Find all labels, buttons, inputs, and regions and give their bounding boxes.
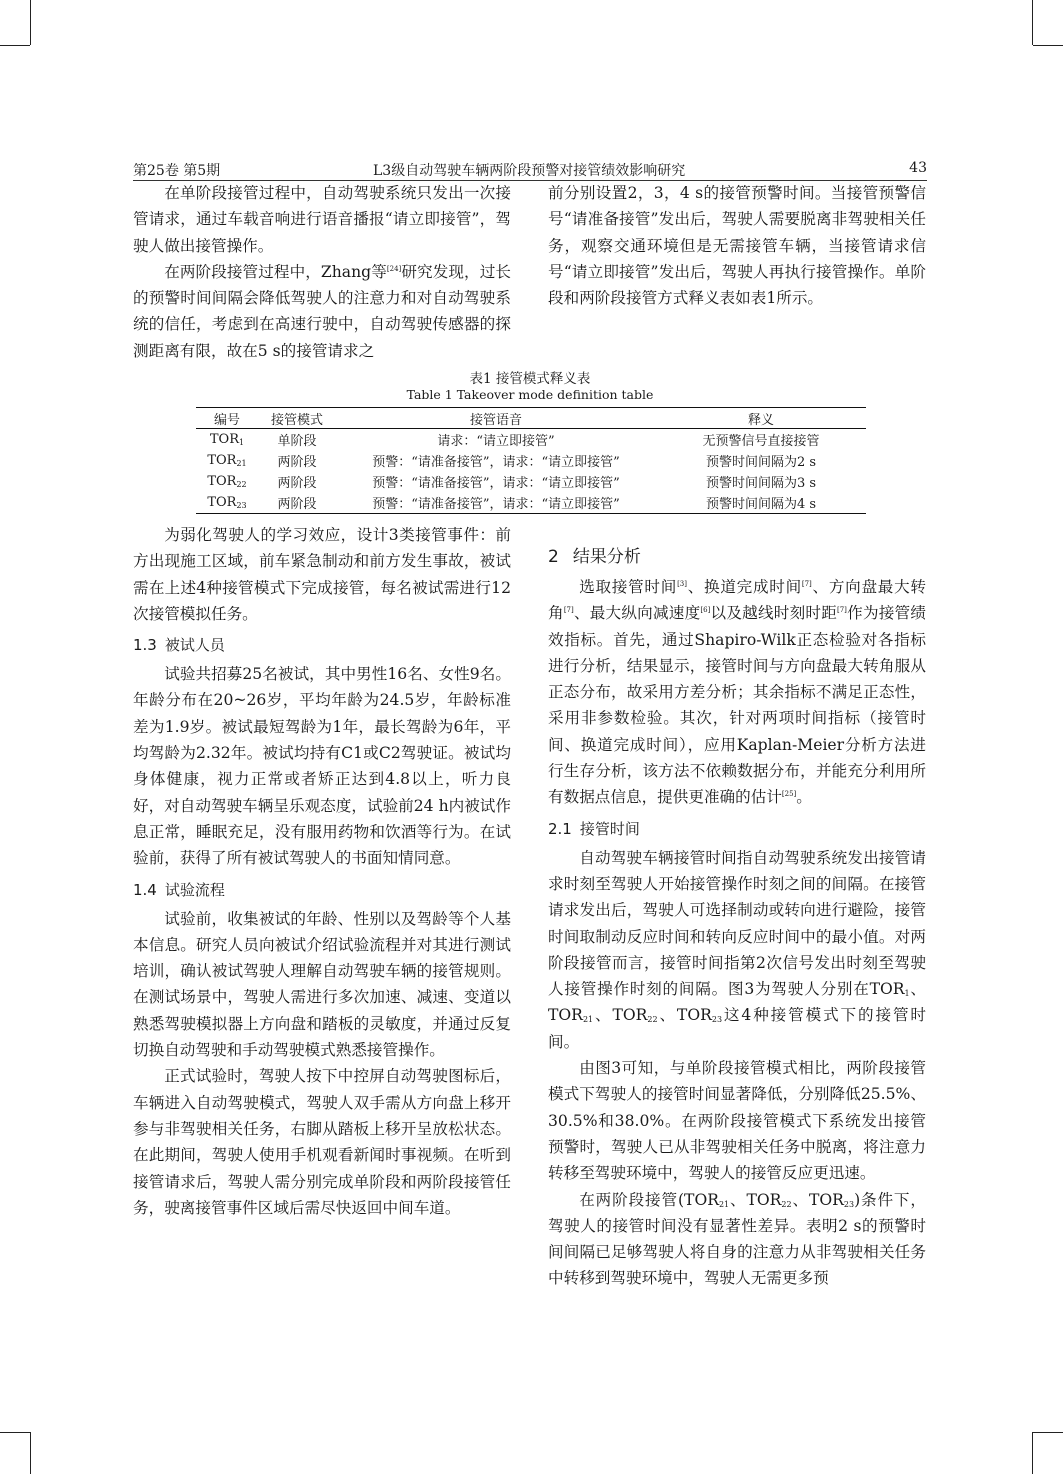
crop-mark-bottom-left-v bbox=[30, 1432, 31, 1474]
table-row bbox=[196, 492, 866, 514]
paragraph: 自动驾驶车辆接管时间指自动驾驶系统发出接管请求时刻至驾驶人开始接管操作时刻之间的间隔。在接管请求发出后，驾驶人可选择制动或转向进行避险，接管时间取制动反应时间和转向反应时间中的最小值。对两阶段接管而言，接管时间指第2次信号发出时刻至驾驶人接管操作时刻的间隔。图3为驾驶人分别在$TOR_1$、$TOR_{21}$、$TOR_{22}$、$TOR_{23}$这4种接管模式下的接管时间。 bbox=[548, 848, 927, 1051]
paragraph: 试验前，收集被试的年龄、性别以及驾龄等个人基本信息。研究人员向被试介绍试验流程并对其进行测试培训，确认被试驾驶人理解自动驾驶车辆的接管规则。在测试场景中，驾驶人需进行多次加速、减速、变道以熟悉驾驶模拟器上方向盘和踏板的灵敏度，并通过反复切换自动驾驶和手动驾驶模式熟悉接管操作。 bbox=[133, 909, 511, 1060]
cell-id: $TOR_{23}$ bbox=[196, 492, 258, 514]
left-column bbox=[133, 522, 511, 1221]
cell-mode: 两阶段 bbox=[277, 455, 317, 470]
crop-mark-bottom-right-h bbox=[1033, 1432, 1063, 1433]
crop-mark-bottom-left-h bbox=[0, 1432, 30, 1433]
crop-mark-bottom-right-v bbox=[1032, 1432, 1033, 1474]
citation: [6] bbox=[700, 606, 711, 615]
takeover-mode-table bbox=[196, 407, 866, 514]
running-title: L3级自动驾驶车辆两阶段预警对接管绩效影响研究 bbox=[373, 163, 686, 179]
section-heading-2: 2 结果分析 bbox=[548, 547, 641, 567]
cell-voice: 预警：“请准备接管”，请求：“请立即接管” bbox=[372, 455, 620, 470]
cell-mode: 单阶段 bbox=[277, 434, 317, 449]
cell-meaning: 无预警信号直接接管 bbox=[702, 434, 820, 449]
cell-id: $TOR_{22}$ bbox=[207, 474, 247, 489]
paragraph: 在两阶段接管过程中，Zhang等[24]研究发现，过长的预警时间间隔会降低驾驶人的注意力和对自动驾驶系统的信任，考虑到在高速行驶中，自动驾驶传感器的探测距离有限，故在5 s的接管请求之 bbox=[133, 262, 511, 360]
crop-mark-top-right-v bbox=[1032, 0, 1033, 45]
citation: [25] bbox=[781, 790, 797, 799]
section-heading-2-1: 2.1 接管时间 bbox=[548, 819, 640, 838]
cell-voice: 请求：“请立即接管” bbox=[437, 434, 555, 449]
running-header bbox=[133, 158, 927, 181]
column-header: 接管语音 bbox=[336, 408, 656, 429]
column-header: 编号 bbox=[196, 408, 258, 429]
section-heading-1-4: 1.4 试验流程 bbox=[133, 880, 225, 899]
paragraph: 为弱化驾驶人的学习效应，设计3类接管事件：前方出现施工区域，前车紧急制动和前方发生事故，被试需在上述4种接管模式下完成接管，每名被试需进行12次接管模拟任务。 bbox=[133, 526, 511, 623]
cell-id: $TOR_{21}$ bbox=[207, 453, 247, 468]
paragraph: 由图3可知，与单阶段接管模式相比，两阶段接管模式下驾驶人的接管时间显著降低，分别降低25.5%、30.5%和38.0%。在两阶段接管模式下系统发出接管预警时，驾驶人已从非驾驶相关任务中脱离，将注意力转移至驾驶环境中，驾驶人的接管反应更迅速。 bbox=[548, 1059, 926, 1183]
cell-mode: 两阶段 bbox=[277, 476, 317, 491]
table-header-row bbox=[196, 408, 866, 429]
cell-id: $TOR_1$ bbox=[209, 432, 245, 447]
column-header: 接管模式 bbox=[258, 408, 336, 429]
citation: [7] bbox=[563, 606, 574, 615]
crop-mark-top-left-v bbox=[30, 0, 31, 45]
cell-mode: 两阶段 bbox=[258, 492, 336, 514]
column-header: 释义 bbox=[656, 408, 866, 429]
table-row bbox=[196, 471, 866, 492]
page-number: 43 bbox=[909, 160, 927, 176]
cell-meaning: 预警时间间隔为3 s bbox=[705, 476, 817, 491]
left-column-top bbox=[133, 180, 511, 364]
paragraph: 选取接管时间[3]、换道完成时间[7]、方向盘最大转角[7]、最大纵向减速度[6]以及越线时刻时距[7]作为接管绩效指标。首先，通过Shapiro-Wilk正态检验对各指标进行分析，结果显示，接管时间与方向盘最大转角服从正态分布，故采用方差分析；其余指标不满足正态性，采用非参数检验。其次，针对两项时间指标（接管时间、换道完成时间），应用Kaplan-Meier分析方法进行生存分析，该方法不依赖数据分布，并能充分利用所有数据点信息，提供更准确的估计[25]。 bbox=[548, 578, 926, 807]
crop-mark-top-right-h bbox=[1033, 45, 1063, 46]
citation: [7] bbox=[801, 580, 812, 588]
cell-voice: 预警：“请准备接管”，请求：“请立即接管” bbox=[372, 476, 620, 491]
cell-meaning: 预警时间间隔为4 s bbox=[656, 492, 866, 514]
crop-mark-top-left-h bbox=[0, 45, 30, 46]
citation: [3] bbox=[677, 580, 687, 588]
paragraph: 试验共招募25名被试，其中男性16名、女性9名。年龄分布在20~26岁，平均年龄为24.5岁，年龄标准差为1.9岁。被试最短驾龄为1年，最长驾龄为6年，平均驾龄为2.32年。被试均持有C1或C2驾驶证。被试均身体健康，视力正常或者矫正达到4.8以上，听力良好，对自动驾驶车辆呈乐观态度，试验前24 h内被试作息正常，睡眠充足，没有服用药物和饮酒等行为。在试验前，获得了所有被试驾驶人的书面知情同意。 bbox=[133, 665, 511, 868]
section-heading-1-3: 1.3 被试人员 bbox=[133, 636, 225, 655]
citation: [7] bbox=[837, 606, 847, 615]
table-caption: 表1 接管模式释义表 bbox=[469, 371, 591, 387]
table-row bbox=[196, 450, 866, 471]
cell-voice: 预警：“请准备接管”，请求：“请立即接管” bbox=[336, 492, 656, 514]
journal-volume: 第25卷 第5期 bbox=[133, 163, 221, 179]
table-row bbox=[196, 429, 866, 451]
paragraph: 在两阶段接管($TOR_{21}$、$TOR_{22}$、$TOR_{23}$)条件下，驾驶人的接管时间没有显著性差异。表明2 s的预警时间间隔已足够驾驶人将自身的注意力从非驾驶相关任务中转移到驾驶环境中，驾驶人无需更多预 bbox=[548, 1190, 926, 1288]
paragraph: 前分别设置2，3，4 s的接管预警时间。当接管预警信号“请准备接管”发出后，驾驶人需要脱离非驾驶相关任务，观察交通环境但是无需接管车辆，当接管请求信号“请立即接管”发出后，驾驶人再执行接管操作。单阶段和两阶段接管方式释义表如表1所示。 bbox=[548, 184, 926, 308]
cell-meaning: 预警时间间隔为2 s bbox=[705, 455, 817, 470]
right-column-top bbox=[548, 180, 926, 311]
right-column bbox=[548, 538, 926, 1292]
citation: [24] bbox=[386, 264, 402, 273]
paragraph: 正式试验时，驾驶人按下中控屏自动驾驶图标后，车辆进入自动驾驶模式，驾驶人双手需从方向盘上移开参与非驾驶相关任务，右脚从踏板上移开呈放松状态。在此期间，驾驶人使用手机观看新闻时事视频。在听到接管请求后，驾驶人需分别完成单阶段和两阶段接管任务，驶离接管事件区域后需尽快返回中间车道。 bbox=[133, 1067, 511, 1217]
paragraph: 在单阶段接管过程中，自动驾驶系统只发出一次接管请求，通过车载音响进行语音播报“请立即接管”，驾驶人做出接管操作。 bbox=[133, 184, 511, 255]
table-caption-en: Table 1 Takeover mode definition table bbox=[406, 387, 654, 402]
